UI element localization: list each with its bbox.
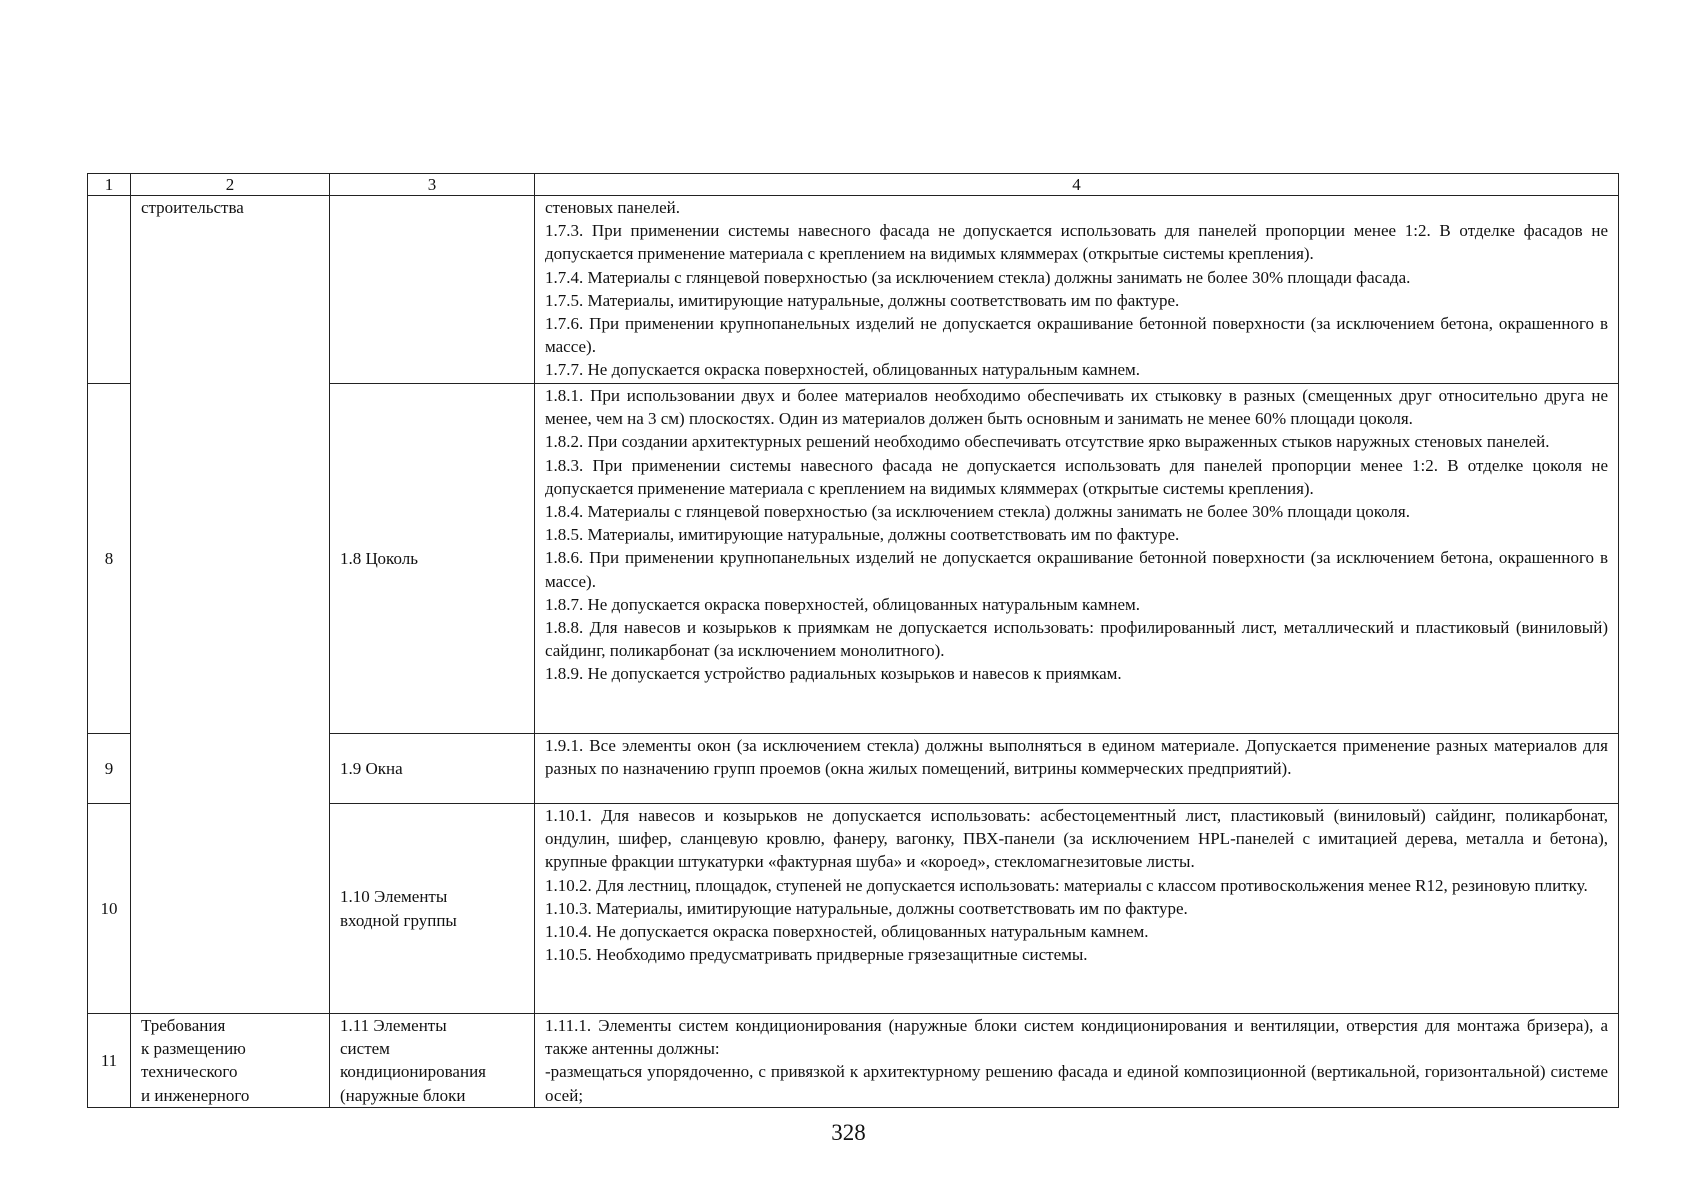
- element-label: (наружные блоки: [340, 1085, 466, 1105]
- element-cell: [330, 804, 535, 1014]
- header-col-1: 1: [88, 174, 131, 196]
- document-page: [87, 173, 1618, 1108]
- requirement-text: -размещаться упорядоченно, с привязкой к архитектурному решению фасада и единой композиционной (вертикальной, горизонтальной) системе осей;: [545, 1062, 1608, 1105]
- requirement-text: 1.11.1. Элементы систем кондиционирования (наружные блоки систем кондиционирования и вентиляции, отверстия для монтажа бризера), а также антенны должны:: [545, 1016, 1608, 1059]
- requirement-text: 1.8.9. Не допускается устройство радиальных козырьков и навесов к приямкам.: [545, 664, 1122, 684]
- requirements-table: [87, 173, 1619, 1108]
- requirement-text: 1.10.1. Для навесов и козырьков не допускается использовать: асбестоцементный лист, пластиковый (виниловый) сайдинг, поликарбонат, ондулин, шифер, сланцевую кровлю, фанеру, вагонку, ПВХ-панели (за исключением HPL-панелей с имитацией дерева, металла и бетона), крупные фракции штукатурки «фактурная шуба» и «короед», стекломагнезитовые листы.: [545, 806, 1608, 872]
- requirement-text: 1.7.3. При применении системы навесного фасада не допускается использовать для панелей пропорции менее 1:2. В отделке фасадов не допускается применение материала с креплением на видимых кляммерах (открытые системы крепления).: [545, 221, 1608, 264]
- requirement-text: 1.7.5. Материалы, имитирующие натуральные, должны соответствовать им по фактуре.: [545, 290, 1180, 310]
- requirement-text: стеновых панелей.: [545, 198, 680, 217]
- requirement-text: 1.7.4. Материалы с глянцевой поверхностью (за исключением стекла) должны занимать не более 30% площади фасада.: [545, 267, 1411, 287]
- requirement-text: 1.8.4. Материалы с глянцевой поверхностью (за исключением стекла) должны занимать не более 30% площади цоколя.: [545, 502, 1410, 522]
- requirements-cell: [535, 1014, 1619, 1108]
- requirement-text: 1.8.1. При использовании двух и более материалов необходимо обеспечивать их стыковку в разных (смещенных друг относительно друга не менее, чем на 3 см) плоскостях. Один из материалов должен быть основным и занимать не менее 60% площади цоколя.: [545, 386, 1608, 429]
- header-col-2: 2: [131, 174, 330, 196]
- requirement-text: 1.8.7. Не допускается окраска поверхностей, облицованных натуральным камнем.: [545, 594, 1141, 614]
- requirements-cell: [535, 734, 1619, 804]
- requirement-text: 1.10.4. Не допускается окраска поверхностей, облицованных натуральным камнем.: [545, 922, 1149, 942]
- row-number: 11: [88, 1014, 131, 1108]
- element-cell: 1.9 Окна: [330, 734, 535, 804]
- requirement-text: 1.8.5. Материалы, имитирующие натуральные, должны соответствовать им по фактуре.: [545, 525, 1180, 545]
- requirements-cell: [535, 196, 1619, 384]
- element-label: систем: [340, 1039, 390, 1059]
- requirement-text: 1.8.3. При применении системы навесного фасада не допускается использовать для панелей пропорции менее 1:2. В отделке цоколя не допускается применение материала с креплением на видимых кляммерах (открытые системы крепления).: [545, 455, 1608, 498]
- table-header-row: [88, 174, 1619, 196]
- section-name-line: к размещению: [141, 1039, 246, 1059]
- table-row: [88, 196, 1619, 384]
- element-cell: [330, 196, 535, 384]
- requirements-cell: [535, 384, 1619, 734]
- requirement-text: 1.10.5. Необходимо предусматривать придверные грязезащитные системы.: [545, 945, 1088, 965]
- requirement-text: 1.7.6. При применении крупнопанельных изделий не допускается окрашивание бетонной поверхности (за исключением бетона, окрашенного в массе).: [545, 314, 1608, 357]
- element-label: кондиционирования: [340, 1062, 486, 1082]
- header-col-3: 3: [330, 174, 535, 196]
- section-name-cell: [131, 1014, 330, 1108]
- section-name-line: и инженерного: [141, 1085, 250, 1105]
- element-label: 1.11 Элементы: [340, 1016, 447, 1035]
- element-label: 1.10 Элементы: [340, 887, 448, 907]
- requirement-text: 1.7.7. Не допускается окраска поверхностей, облицованных натуральным камнем.: [545, 360, 1141, 380]
- element-cell: 1.8 Цоколь: [330, 384, 535, 734]
- page-number: 328: [831, 1120, 866, 1145]
- requirement-text: 1.8.2. При создании архитектурных решений необходимо обеспечивать отсутствие ярко выраженных стыков наружных стеновых панелей.: [545, 432, 1550, 452]
- requirement-text: 1.9.1. Все элементы окон (за исключением стекла) должны выполняться в едином материале. Допускается применение разных материалов для разных по назначению групп проемов (окна жилых помещений, витрины коммерческих предприятий).: [545, 736, 1608, 779]
- element-cell: [330, 1014, 535, 1108]
- row-number: [88, 196, 131, 384]
- element-label: входной группы: [340, 910, 457, 930]
- table-row: [88, 1014, 1619, 1108]
- row-number: 8: [88, 384, 131, 734]
- section-name-cell: [131, 196, 330, 1014]
- requirement-text: 1.10.3. Материалы, имитирующие натуральные, должны соответствовать им по фактуре.: [545, 898, 1188, 918]
- header-col-4: 4: [535, 174, 1619, 196]
- row-number: 10: [88, 804, 131, 1014]
- section-name: строительства: [141, 198, 244, 217]
- requirement-text: 1.10.2. Для лестниц, площадок, ступеней не допускается использовать: материалы с классом противоскольжения менее R12, резиновую плитку.: [545, 875, 1588, 895]
- section-name-line: Требования: [141, 1016, 226, 1035]
- requirement-text: 1.8.6. При применении крупнопанельных изделий не допускается окрашивание бетонной поверхности (за исключением бетона, окрашенного в массе).: [545, 548, 1608, 591]
- row-number: 9: [88, 734, 131, 804]
- requirement-text: 1.8.8. Для навесов и козырьков к приямкам не допускается использовать: профилированный лист, металлический и пластиковый (виниловый) сайдинг, поликарбонат (за исключением монолитного).: [545, 618, 1608, 661]
- section-name-line: технического: [141, 1062, 238, 1082]
- requirements-cell: [535, 804, 1619, 1014]
